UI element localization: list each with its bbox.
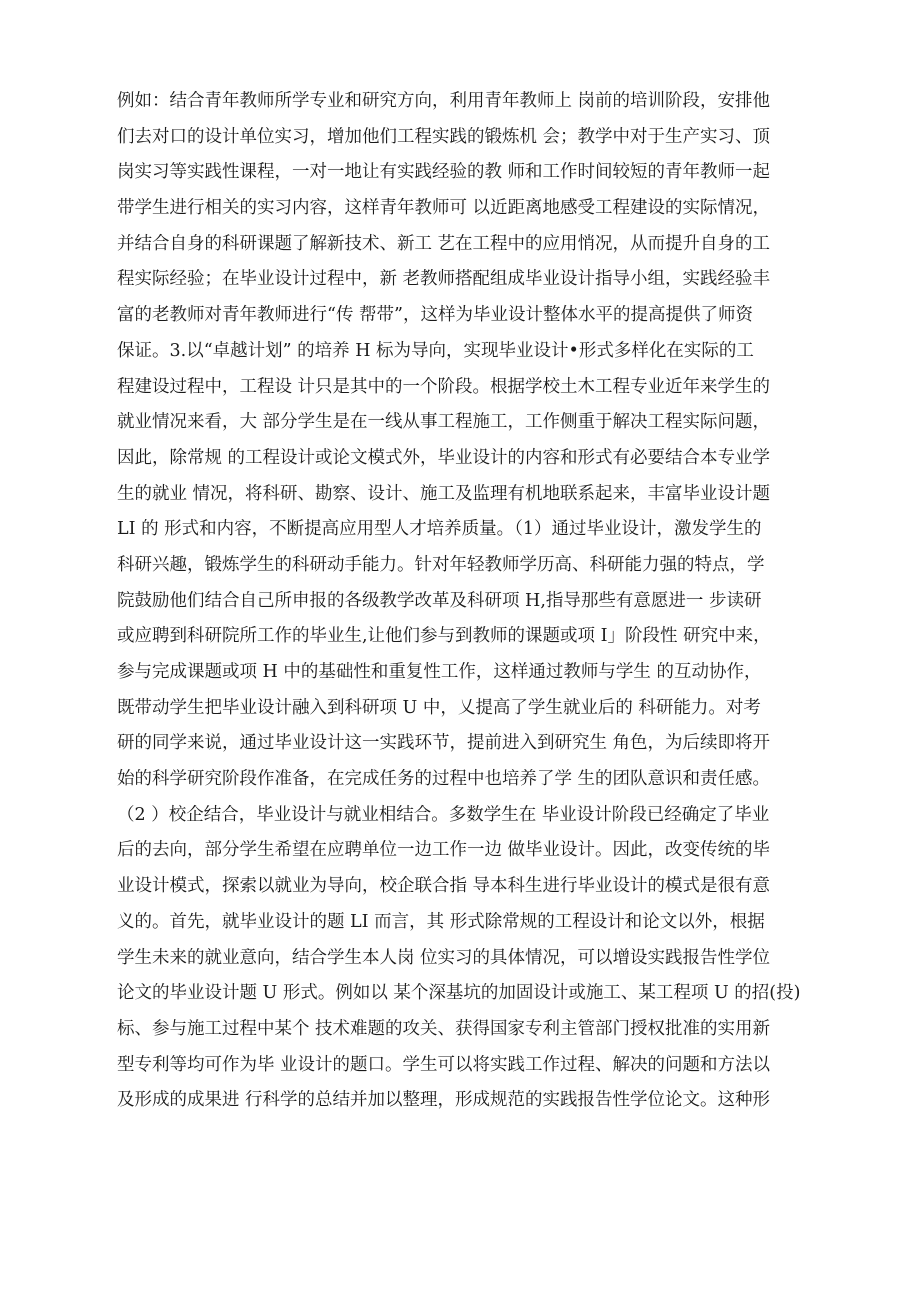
text-line: LI 的 形式和内容，不断提高应用型人才培养质量。（1）通过毕业设计，激发学生的 — [117, 519, 762, 540]
text-line: 既带动学生把毕业设计融入到科研项 U 中，乂提高了学生就业后的 科研能力。对考 — [117, 697, 761, 718]
text-line: 业设计模式，探索以就业为导向，校企联合指 导本科生进行毕业设计的模式是很有意 — [117, 876, 771, 897]
text-line: 保证。3.以“卓越计划” 的培养 H 标为导向，实现毕业设计•形式多样化在实际的工 — [117, 340, 754, 361]
text-line: 因此，除常规 的工程设计或论文模式外，毕业设计的内容和形式有必要结合本专业学 — [117, 447, 771, 468]
text-line: 始的科学研究阶段作准备，在完成任务的过程中也培养了学 生的团队意识和责任感。 — [117, 769, 771, 790]
text-line: 标、参与施工过程中某个 技术难题的攻关、获得国家专利主管部门授权批准的实用新 — [117, 1018, 771, 1039]
text-line: 或应聘到科研院所工作的毕业生,让他们参与到教师的课题或项 I」阶段性 研究中来， — [117, 626, 771, 647]
text-line: 岗实习等实践性课程，一对一地让有实践经验的教 师和工作时间较短的青年教师一起 — [117, 162, 771, 183]
text-line: 例如：结合青年教师所学专业和研究方向，利用青年教师上 岗前的培训阶段，安排他 — [117, 91, 771, 111]
text-line: 科研兴趣，锻炼学生的科研动手能力。针对年轻教师学历高、科研能力强的特点，学 — [117, 554, 765, 575]
text-line: 程实际经验；在毕业设计过程中，新 老教师搭配组成毕业设计指导小组，实践经验丰 — [117, 269, 771, 290]
text-line: 们去对口的设计单位实习，增加他们工程实践的锻炼机 会；教学中对于生产实习、顶 — [117, 126, 771, 147]
text-line: 参与完成课题或项 H 中的基础性和重复性工作，这样通过教师与学生 的互动协作， — [117, 662, 762, 682]
text-line: 义的。首先，就毕业设计的题 LI 而言，其 形式除常规的工程设计和论文以外，根据 — [117, 911, 765, 932]
text-line: （2 ）校企结合，毕业设计与就业相结合。多数学生在 毕业设计阶段已经确定了毕业 — [117, 804, 770, 825]
text-line: 研的同学来说，通过毕业设计这一实践环节，提前进入到研究生 角色，为后续即将开 — [117, 733, 771, 754]
text-line: 院鼓励他们结合自己所申报的各级教学改革及科研项 H,指导那些有意愿进一 步读研 — [117, 590, 762, 611]
text-line: 就业情况来看，大 部分学生是在一线从事工程施工，工作侧重于解决工程实际问题， — [117, 412, 771, 433]
text-line: 生的就业 情况，将科研、勘察、设计、施工及监理有机地联系起来，丰富毕业设计题 — [117, 483, 771, 504]
body-paragraph — [117, 84, 807, 1119]
text-line: 程建设过程中，工程设 计只是其中的一个阶段。根据学校土木工程专业近年来学生的 — [117, 376, 771, 397]
text-line: 后的去向，部分学生希望在应聘单位一边工作一边 做毕业设计。因此，改变传统的毕 — [117, 840, 771, 861]
text-line: 带学生进行相关的实习内容，这样青年教师可 以近距离地感受工程建设的实际情况， — [117, 198, 771, 219]
text-line: 富的老教师对青年教师进行“传 帮带”，这样为毕业设计整体水平的提高提供了师资 — [117, 305, 753, 326]
text-line: 型专利等均可作为毕 业设计的题口。学生可以将实践工作过程、解决的问题和方法以 — [117, 1054, 771, 1075]
text-line: 学生未来的就业意向，结合学生本人岗 位实习的具体情况，可以增设实践报告性学位 — [117, 947, 771, 968]
text-line: 论文的毕业设计题 U 形式。例如以 某个深基坑的加固设计或施工、某工程项 U 的招(投) — [117, 983, 801, 1004]
text-line: 及形成的成果进 行科学的总结并加以整理，形成规范的实践报告性学位论文。这种形 — [117, 1090, 771, 1111]
text-line: 并结合自身的科研课题了解新技术、新工 艺在工程中的应用悄况，从而提升自身的工 — [117, 233, 771, 254]
